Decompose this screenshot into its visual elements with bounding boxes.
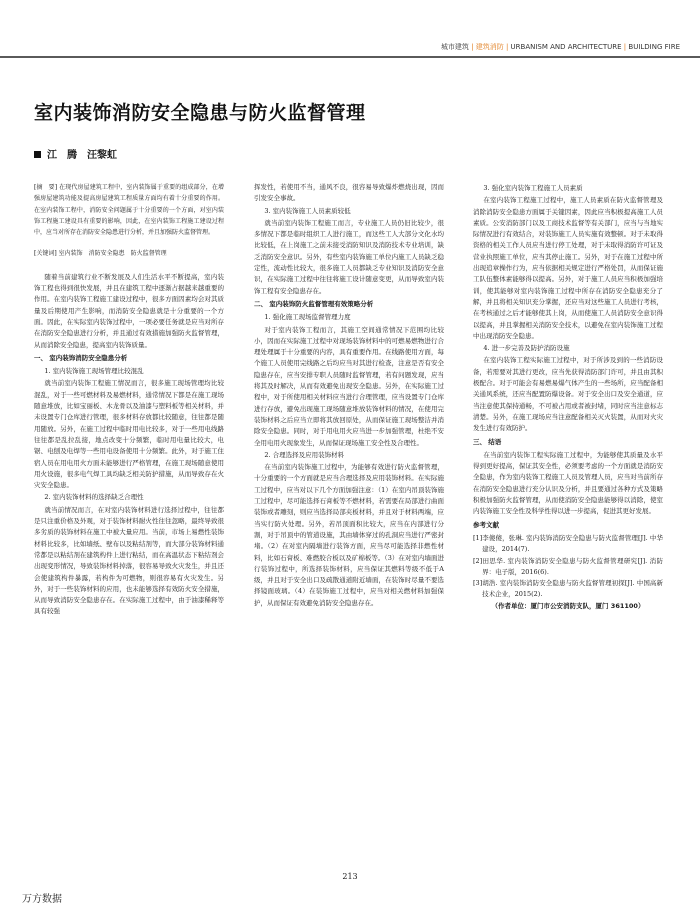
reference-number: [2]	[473, 556, 483, 565]
column-3	[473, 182, 663, 612]
header-rule	[0, 56, 700, 58]
header-separator: |	[623, 43, 627, 51]
author-line	[34, 146, 117, 161]
journal-name-en: URBANISM AND ARCHITECTURE	[510, 43, 622, 51]
paragraph: 对于室内装饰工程而言，其施工空间通常情况下范围均比较小，因而在实际施工过程中对现场装饰材料中的可燃易燃物进行合理处理属于十分重要的内容，具有重要作用。在线路使用方面，每个施工人员使用完线路之后均应当对其进行检查，注意是否有安全隐患存在，应当安排专职人员随时监督管理，若有问题发现，应当将其及时解决，从而有效避免出现安全隐患。另外，在实际施工过程中，对于所使用相关材料应当进行合理管理，应当设置专门仓库进行存放，避免出现施工现场随意堆放装饰材料的情况，在使用完装饰材料之后应当立即将其放回原处，从而保证施工现场整洁并消除安全隐患。同时，对于用电用火应当进一步加强管理，杜绝不安全用电用火现象发生，从而保证现场施工安全性及合理性。	[254, 325, 444, 447]
header-separator: |	[471, 43, 474, 51]
paragraph: 就当前情况而言，在对室内装饰材料进行选择过程中，往往都是只注重价格及外观，对于装饰材料耐火性往往忽略，最终导致很多劣质的装饰材料在施工中被大量应用。当前，市场上易燃性装饰材料比较多，比如墙纸、壁布以及粘结剂等，而大部分装饰材料通常都是以粘结剂在建筑构件上进行粘结，而在高温状态下粘结剂会出现变形情况，导致装饰材料掉落，很容易导致火灾发生，并且还会使建筑构件暴露，若构件为可燃物，则很容易有火灾发生。另外，对于一些装饰材料的应用，也未能够选择有效防火安全措施，从而导致消防安全隐患存在。在实际施工过程中，由于油漆稀释等具有较强	[34, 505, 224, 616]
reference-text: 田思华. 室内装饰消防安全隐患与防火监督管理研究[J]. 消防界：电子版，2016(6).	[482, 556, 663, 576]
subsection-heading: 2. 室内装饰材料的选择缺乏合理性	[44, 493, 144, 502]
header-separator: |	[505, 43, 509, 51]
author-affiliation: （作者单位：厦门市公安消防支队，厦门 361100）	[491, 601, 645, 610]
authors: 江 腾 汪黎虹	[47, 150, 117, 161]
reference-text: 李傻傻，张琳. 室内装饰消防安全隐患与防火监督管理[J]. 中华建设，2014(7).	[482, 533, 663, 554]
reference-item	[473, 533, 663, 556]
column-2	[254, 182, 444, 609]
subsection-heading: 3. 室内装饰施工人员素质较低	[264, 206, 351, 215]
subsection-heading: 1. 室内装饰施工现场管理比较混乱	[44, 367, 144, 376]
reference-item	[473, 556, 663, 579]
keywords	[34, 248, 224, 259]
paragraph: 在室内装饰工程实际施工过程中，对于所涉及到的一些消防设备，若需要对其进行更改，应当先获得消防部门许可，并且由其积极配合。对于可能会有易燃易爆气体产生的一些场所，应当配备相关通风系统，还应当配置防爆设备。对于安全出口及安全通道，应当注意使其保持通畅，不可被占用或者被封堵，同时应当注意标志清楚。另外，在施工现场应当注意配备相关灭火装置，从而对火灾发生进行有效防护。	[473, 356, 663, 433]
subsection-heading: 4. 进一步完善及防护消防设施	[483, 344, 570, 353]
references-heading: 参考文献	[473, 520, 499, 529]
article-title: 室内装饰消防安全隐患与防火监督管理	[34, 102, 366, 124]
paragraph: 挥发性，若使用不当，通风不良，很容易导致爆炸燃烧出现，因而引发安全事故。	[254, 183, 444, 203]
section-heading: 二、 室内装饰防火监督管理有效策略分析	[254, 299, 374, 308]
paragraph: 在当前室内装饰施工过程中，为能够有效进行防火监督管理，十分重要的一个方面就是应当合理选择及应用装饰材料。在实际施工过程中，应当对以下几个方面加强注意：（1）在室内吊顶装饰施工过程中，尽可能选择石膏板等不燃材料，若需要在局部进行曲面装饰或者雕刻，则应当选择局部夹板材料，并且对于材料两端，应当实行防火处理。另外，若吊顶面积比较大，应当在内部进行分割，对于吊顶中的管道设施，其由墙体穿过的孔洞应当进行严密封堵。（2）在对室内隔墙进行装饰方面，应当尽可能选择非燃性材料，比如石膏板、难燃胶合板以及矿棉板等。（3）在对室内墙面进行装饰过程中，所选择装饰材料，应当保证其燃料等级不低于A级，并且对于安全出口及疏散通道附近墙面，在装饰时尽量不要选择镜面玻璃。（4）在装饰施工过程中，应当对相关燃材料加强保护，从而保证有效避免消防安全隐患存在。	[254, 463, 444, 607]
section-heading: 一、 室内装饰消防安全隐患分析	[34, 353, 128, 362]
reference-number: [1]	[473, 533, 483, 542]
paragraph: 在室内装饰工程施工过程中，施工人员素质在防火监督管理及消除消防安全隐患方面属于关键因素，因此应当积极提高施工人员素质。公安消防部门以及工商技术监督等有关部门，应当与当地实际情况进行有效结合，对装饰施工人员实施有效整顿。对于未取得资格的相关工作人员应当进行停工处理，对于未取得消防许可证及营业执照施工单位，应当其停止施工。另外，对于在施工过程中所出现追章操作行为，应当依据相关规定进行严格处罚，从而保证施工队伍整体素能够得以提高。另外，对于施工人员应当积极加强培训，使其能够对室内装饰施工过程中所存在消防安全隐患充分了解，并且将相关知识充分掌握，还应当对这些施工人员进行考核，在考核通过之后才能够使其上岗，从而使施工人员消防安全意识得以提高，并且掌握相关消防安全技术，以避免在室内装饰施工过程中出现消防安全隐患。	[473, 196, 663, 340]
keywords-text: 室内装饰 消防安全隐患 防火监督管理	[58, 250, 167, 258]
source-watermark: 万方数据	[22, 894, 62, 905]
section-name-en: BUILDING FIRE	[628, 43, 680, 51]
page-number: 213	[342, 872, 358, 881]
reference-item	[473, 578, 663, 601]
paragraph: 随着当前建筑行业不断发展及人们生活水平不断提高，室内装饰工程也得到很快发展，并且在建筑工程中逐渐占据越来越重要的作用。在室内装饰工程施工建设过程中，很多方面因素均会对其质量及后期使用产生影响，而消防安全隐患就是十分重要的一个方面。因此，在实际室内装饰过程中，一项必要任务就是应当对所存在消防安全隐患进行分析，并且通过有效措施加强防火监督管理，从而消除安全隐患，提高室内装饰质量。	[34, 272, 224, 349]
abstract-label: [摘 要]	[34, 184, 58, 191]
journal-name: 城市建筑	[440, 43, 469, 51]
keywords-label: [关键词]	[34, 250, 57, 258]
section-heading: 三、 结语	[473, 437, 502, 446]
running-header	[260, 42, 680, 52]
paragraph: 就当前室内装饰工程施工而言，专业施工人员仍旧比较少，很多情况下都是临时组织工人进行施工，而这些工人大部分文化水均比较低，在上岗施工之前未接受消防知识及消防技术专业培训，缺乏消防安全意识。另外，有些室内装饰施工单位内施工人员缺乏稳定性，流动性比较大，很多施工人员都缺乏专业知识及消防安全意识，在实际施工过程中往往将施工设计随意变更，从而导致室内装饰工程有安全隐患存在。	[254, 218, 444, 295]
reference-number: [3]	[473, 579, 483, 588]
subsection-heading: 2. 合理选择及应用装饰材料	[264, 450, 345, 459]
reference-text: 胡浩. 室内装饰消防安全隐患与防火监督管理初探[J]. 中国高新技术企业，2015(2).	[482, 579, 663, 599]
paragraph: 就当前室内装饰工程施工情况而言，很多施工现场管理均比较混乱，对于一些可燃材料及易燃材料，通常情况下都是在施工现场随意堆放，比如宝丽板、木龙骨以及油漆与塑料板等相关材料，并未设置专门仓库进行管理，很多材料存放都比较随意，往往都是随用随放。另外，在施工过程中临时用电比较多，对于一些用电线路往往都是乱拉乱接，地点改变十分频繁，临时用电量比较大，电锯、电刨及电焊等一些用电设备使用十分频繁。此外，对于施工住宿人员在用电用火方面未能够进行严格管理，在施工现场随意使用用火设施，很多电气焊工具均缺乏相关防护措施，从而导致存在火灾安全隐患。	[34, 379, 224, 490]
subsection-heading: 3. 强化室内装饰工程施工人员素质	[483, 184, 583, 192]
author-bullet-icon	[34, 151, 41, 158]
section-name: 建筑消防	[475, 43, 504, 51]
paragraph: 在当前室内装饰工程实际施工过程中，为能够使其质量及水平得到更好提高，保证其安全性，必须要考虑的一个方面就是消防安全隐患，作为室内装饰工程施工人员及管理人员，应当对当前所存在消防安全隐患进行充分认识及分析，并且要通过各种方式及策略积极加强防火监督管理，从而使消防安全隐患能够得以消除，使室内装饰施工安全性及科学性得以进一步提高，促进其更好发展。	[473, 450, 663, 516]
column-1	[34, 182, 224, 618]
subsection-heading: 1. 强化施工现场监督管理力度	[264, 313, 351, 322]
abstract-text: 在现代房屋建筑工程中，室内装饰属于重要的组成部分，在增强房屋建筑功能及提高房屋建筑工程质量方面均有着十分重要的作用。在室内装饰工程中，消防安全问题属于十分重要的一个方面，对室内装饰工程施工建设具有重要的影响，因此，在室内装饰工程施工建设过程中，应当对所存在消防安全隐患进行分析，并且加强防火监督管理。	[34, 184, 224, 237]
abstract	[34, 182, 224, 238]
